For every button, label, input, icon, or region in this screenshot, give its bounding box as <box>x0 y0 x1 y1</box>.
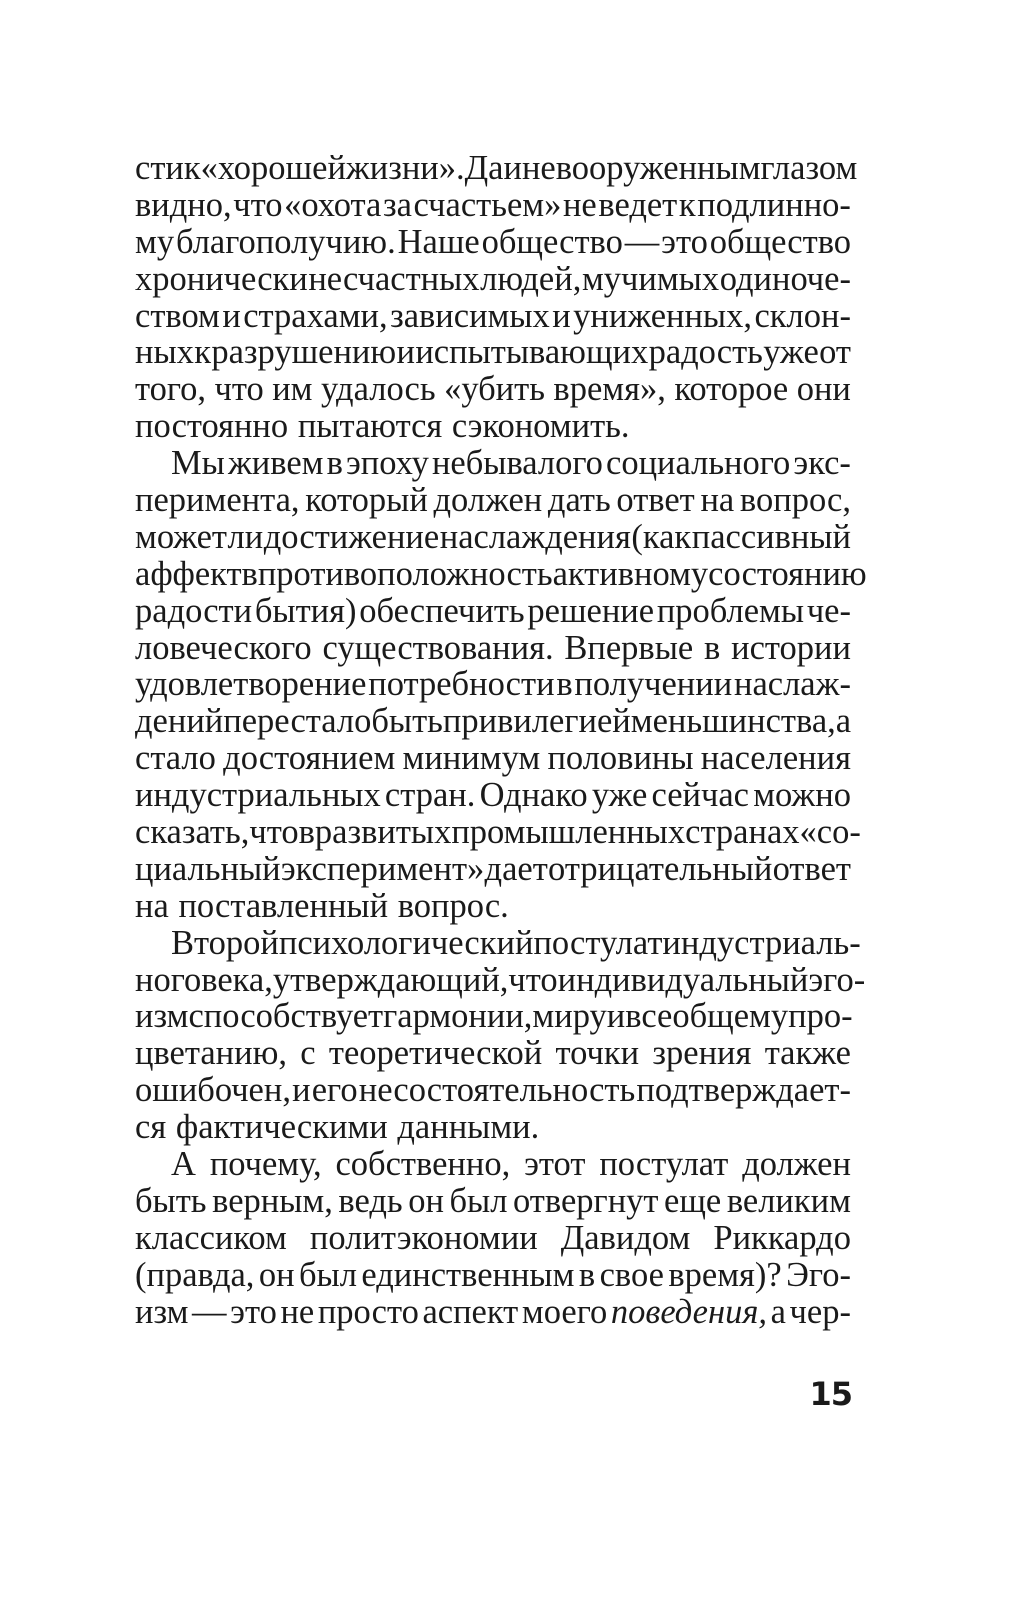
text-line: постоянно пытаются сэкономить. <box>135 407 630 446</box>
text-line: того, что им удалось «убить время», которое они <box>135 370 851 409</box>
text-line: ного века, утверждающий, что индивидуальный эго- <box>135 960 866 999</box>
text-line: на поставленный вопрос. <box>135 886 509 925</box>
text-line: (правда, он был единственным в свое время)? Эго- <box>135 1255 851 1294</box>
text-line: удовлетворение потребности в получении наслаж- <box>135 665 851 704</box>
text-line: видно, что «охота за счастьем» не ведет к подлинно- <box>135 185 851 224</box>
text-line: может ли достижение наслаждения (как пассивный <box>135 517 851 556</box>
text-line: А почему, собственно, этот постулат должен <box>171 1145 851 1184</box>
text-line: цветанию, с теоретической точки зрения также <box>135 1034 851 1073</box>
text-line: ся фактическими данными. <box>135 1108 540 1147</box>
text-line: циальный эксперимент» дает отрицательный ответ <box>135 849 851 888</box>
text-line: ошибочен, и его несостоятельность подтверждает- <box>135 1071 851 1110</box>
text-line: индустриальных стран. Однако уже сейчас можно <box>135 776 851 815</box>
text-line: хронически несчастных людей, мучимых одиноче- <box>135 259 851 298</box>
text-line: му благополучию. Наше общество — это общество <box>135 222 851 261</box>
page-number: 15 <box>809 1375 852 1413</box>
text-line: аффект в противоположность активному состоянию <box>135 554 867 593</box>
text-line: ловеческого существования. Впервые в истории <box>135 628 851 667</box>
text-line: изм — это не просто аспект моего поведения, а чер- <box>135 1292 851 1331</box>
text-line: Второй психологический постулат индустриаль- <box>171 923 861 962</box>
text-line: стало достоянием минимум половины населения <box>135 739 851 778</box>
text-line: радости бытия) обеспечить решение проблемы че- <box>135 591 851 630</box>
text-line: быть верным, ведь он был отвергнут еще великим <box>135 1181 851 1220</box>
text-line: сти к «хорошей жизни». Да и невооруженным глазом <box>135 149 858 187</box>
text-line: ством и страхами, зависимых и униженных, склон- <box>135 296 851 335</box>
text-line: изм способствует гармонии, миру и всеобщему про- <box>135 997 853 1036</box>
text-line: дений перестало быть привилегией меньшинства, а <box>135 702 852 741</box>
text-line: классиком политэкономии Давидом Риккардо <box>135 1218 851 1257</box>
text-line: ных к разрушению и испытывающих радость уже от <box>135 333 851 372</box>
page-body <box>135 149 867 1331</box>
text-line: Мы живем в эпоху небывалого социального экс- <box>171 444 851 483</box>
text-line: перимента, который должен дать ответ на вопрос, <box>135 481 851 520</box>
text-line: сказать, что в развитых промышленных странах «со- <box>135 813 861 852</box>
